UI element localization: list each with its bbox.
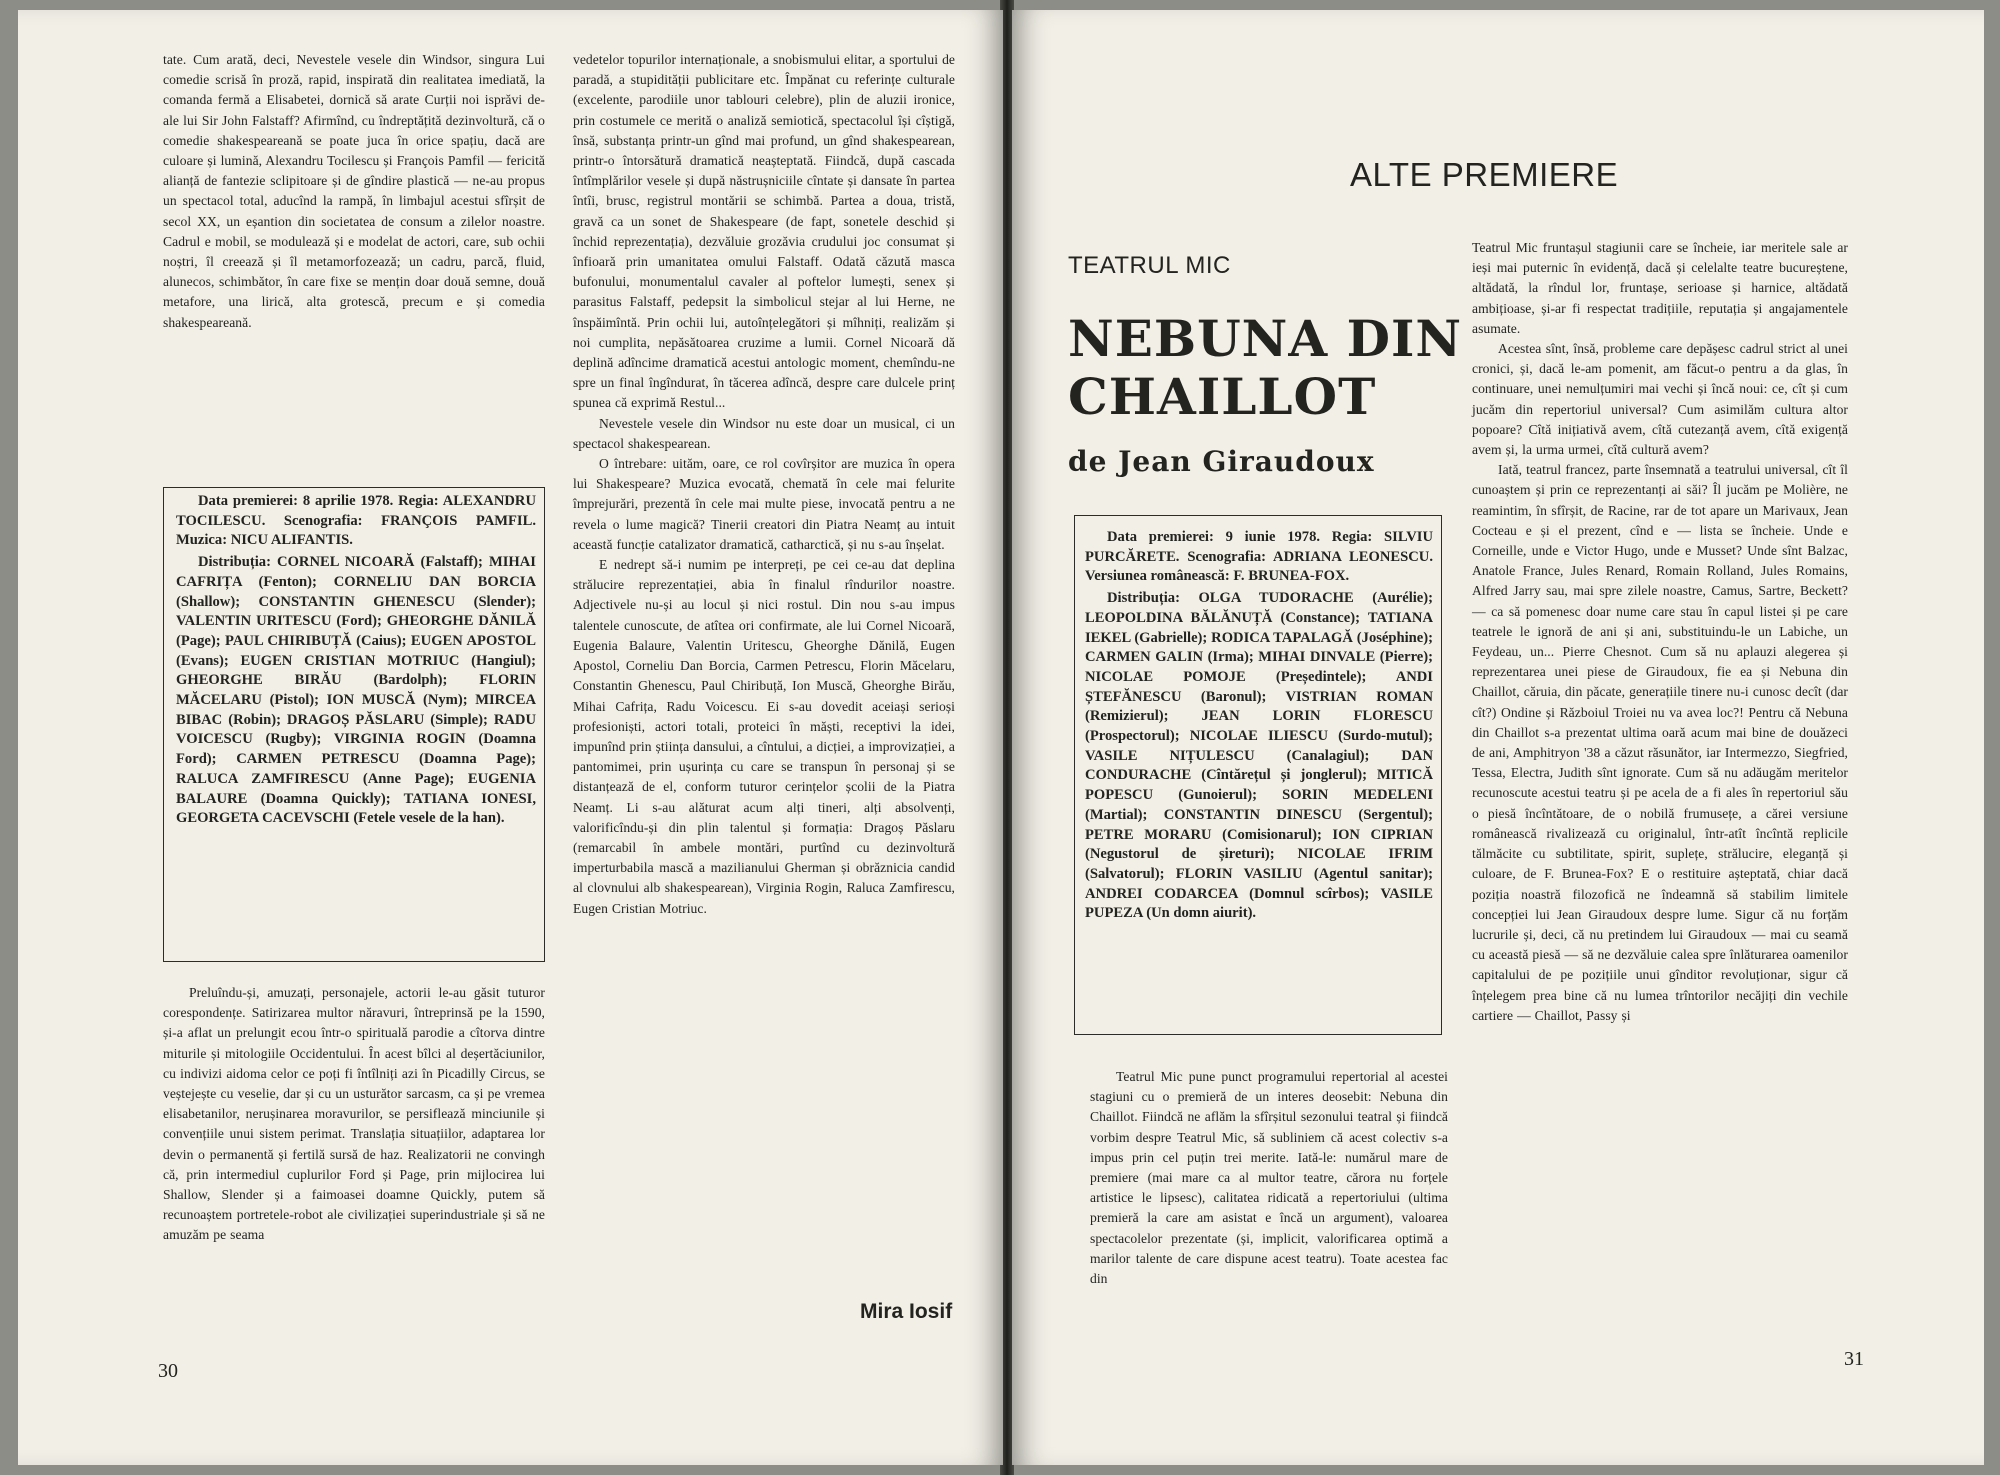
right-page [1012,10,1984,1465]
theatre-name: TEATRUL MIC [1068,252,1231,279]
paragraph: O întrebare: uităm, oare, ce rol covîrșitor are muzica în opera lui Shakespeare? Muzica evocată, chemată în cele mai felurite împrejurări, prezentă în cele mai multe piese, invocată pentru a ne revela o lume magică? Tinerii creatori din Piatra Neamț au intuit această funcție catalizator dramatică, catharctică, și nu s-au înșelat. [573,456,955,552]
paragraph: vedetelor topurilor internaționale, a snobismului elitar, a sportului de paradă, a stupidității publicitare etc. Împănat cu referințe culturale (excelente, parodiile unor tablouri celebre), plin de aluzii ironice, prin costumele ce merită o analiză semiotică, spectacolul își cîștigă, însă, substanța printr-un gînd mai profund, un gînd shakespearean, printr-o întorsătură dramatică neașteptată. Fiindcă, după cascada întîmplărilor vesele și după năstrușniciile cîntate și dansate în partea întîi, brusc, registrul montării se schimbă. Partea a doua, tristă, gravă ca un sonet de Shakespeare (de fapt, sonetele deschid și închid reprezentația), dezvăluie grozăvia crudului joc consumat și înfioară prin umanitatea omului Falstaff. Odată căzută masca bufonului, monumentalul cavaler al poftelor lumești, senex și parasitus Falstaff, pedepsit la simbolicul stejar al lui Herne, ne înspăimîntă. Prin ochii lui, autoînțelegători și mîhniți, realizăm și noi cumplita, nepăsătoarea cruzime a lumii. Cornel Nicoară dă deplină adîncime dramatică acestui antologic moment, chemîndu-ne spre un final îngîndurat, în tăcerea adîncă, despre care dulcele prinț spunea că exprimă Restul... [573,52,955,411]
page-number: 30 [158,1360,178,1382]
left-column-2 [573,50,955,1275]
paragraph: Teatrul Mic fruntașul stagiunii care se încheie, iar meritele sale ar ieși mai puternic în evidență, dacă și celelalte teatre bucureștene, altădată, la rîndul lor, fruntașe, serioase și harnice, altădată ambițioase, și-ar fi respectat tradițiile, reputația și angajamentele asumate. [1472,240,1848,336]
left-column-1-bottom [163,983,545,1368]
play-title-line-2: CHAILLOT [1068,367,1377,426]
credits-box-chaillot [1074,515,1442,1035]
paragraph: tate. Cum arată, deci, Nevestele vesele din Windsor, singura Lui comedie scrisă în proză, rapid, inspirată din realitatea imediată, la comanda fermă a Elisabetei, dornică să arate Curții noi isprăvi de-ale lui Sir John Falstaff? Afirmînd, cu îndreptățită dezinvoltură, că o comedie shakespeareană se poate juca în orice spațiu, dacă are culoare și lumină, Alexandru Tocilescu și François Pamfil — fericită alianță de fantezie sclipitoare și de gîndire plastică — ne-au propus un spectacol total, aducînd la rampă, în limbajul acestui sfîrșit de secol XX, un eșantion din societatea de consum a zilelor noastre. Cadrul e mobil, se modulează și e modelat de actori, care, sub ochii noștri, îl creează și îl metamorfozează; un cadru, parcă, fluid, alunecos, schimbător, în care fixe se mențin doar două semne, două metafore, una lirică, alta grotescă, precum e și comedia shakespeareană. [163,52,545,330]
left-column-1-top [163,50,545,450]
author-signature: Mira Iosif [860,1300,953,1323]
credits-cast: Distribuția: CORNEL NICOARĂ (Falstaff); MIHAI CAFRIȚA (Fenton); CORNELIU DAN BORCIA (Shallow); CONSTANTIN GHENESCU (Slender); VALENTIN URITESCU (Ford); GHEORGHE DĂNILĂ (Page); PAUL CHIRIBUȚĂ (Caius); EUGEN APOSTOL (Evans); EUGEN CRISTIAN MOTRIUC (Hangiul); GHEORGHE BIRĂU (Bardolph); FLORIN MĂCELARU (Pistol); ION MUSCĂ (Nym); MIRCEA BIBAC (Robin); DRAGOȘ PĂSLARU (Simple); RADU VOICESCU (Rugby); VIRGINIA ROGIN (Doamna Ford); CARMEN PETRESCU (Doamna Page); RALUCA ZAMFIRESCU (Anne Page); EUGENIA BALAURE (Doamna Quickly); TATIANA IONESI, GEORGETA CACEVSCHI (Fetele vesele de la han). [176,554,536,827]
paragraph: Iată, teatrul francez, parte însemnată a teatrului universal, cît îl cunoaștem și prin ce reprezentanți ai săi? Îl jucăm pe Molière, ne reamintim, în sfîrșit, de Racine, rar de tot apare un Marivaux, Jean Cocteau e și el prezent, cînd e — lista se încheie. Unde e Corneille, unde e Victor Hugo, unde e Musset? Unde sînt Balzac, Anatole France, Jules Renard, Romain Rolland, Jules Romains, Alfred Jarry sau, mai spre zilele noastre, Camus, Sartre, Beckett? — ca să pomenesc doar nume care stau în capul listei și pe care teatrele le ignoră de ani și ani, substituindu-le un Labiche, un Feydeau, un... Pierre Chesnot. Cum să nu aplauzi alegerea și reprezentarea unei piese de Giraudoux, fie ea și Nebuna din Chaillot, căruia, din păcate, generațiile tinere nu-i cunosc decît (dar cît?) Ondine și Războiul Troiei nu va avea loc?! Pentru că Nebuna din Chaillot s-a prezentat ultima oară acum mai bine de douăzeci de ani, Amphitryon '38 a căzut răsunător, iar Intermezzo, Siegfried, Tessa, Electra, Judith sînt ignorate. Cum să nu adăugăm meritelor recunoscute acestui teatru și pe acela de a fi ales în repertoriul său o piesă încîntătoare, de o nobilă frumusețe, a cărei versiune românească rivalizează cu originalul, într-atît încîntă replicile tălmăcite cu subtilitate, spirit, suplețe, strălucire, eleganță și culoare, de F. Brunea-Fox? E o restituire așteptată, chiar dacă poziția noastră filozofică ne îndeamnă să stabilim limitele concepției lui Jean Giraudoux despre lume. Sigur că nu forțăm lucrurile și, deci, că nu pretindem lui Giraudoux — mai cu seamă cu această piesă — să ne dezvăluie calea spre înlăturarea oamenilor capitalului de pe pozițiile unui gînditor revoluționar, sigur că înțelegem prea bine că nu lumea trîntorilor necăjiți din vechile cartiere — Chaillot, Passy și [1472,462,1848,1023]
credits-premiere: Data premierei: 8 aprilie 1978. Regia: ALEXANDRU TOCILESCU. Scenografia: FRANÇOIS PAMFIL. Muzica: NICU ALIFANTIS. [176,493,536,549]
paragraph: Teatrul Mic pune punct programului repertorial al acestei stagiuni cu o premieră de un interes deosebit: Nebuna din Chaillot. Fiindcă ne aflăm la sfîrșitul sezonului teatral și fiindcă vorbim despre Teatrul Mic, să subliniem că acest colectiv s-a impus prin cel puțin trei merite. Iată-le: numărul mare de premiere (mai mare ca al multor teatre, cărora nu forțele artistice le lipsesc), calitatea ridicată a repertoriului (ultima premieră la care am asistat e încă un argument), valoarea spectacolelor prezentate (și, implicit, valorificarea optimă a marilor talente de care dispune acest teatru). Toate acestea fac din [1090,1069,1448,1287]
credits-premiere: Data premierei: 9 iunie 1978. Regia: SILVIU PURCĂRETE. Scenografia: ADRIANA LEONESCU. Versiunea românească: F. BRUNEA-FOX. [1085,529,1433,585]
section-title: ALTE PREMIERE [1350,156,1619,193]
play-byline: de Jean Giraudoux [1068,445,1375,478]
paragraph: Nevestele vesele din Windsor nu este doar un musical, ci un spectacol shakespearean. [573,415,955,451]
play-title-line-1: NEBUNA DIN [1068,309,1463,368]
paragraph: E nedrept să-i numim pe interpreți, pe cei ce-au dat deplina strălucire reprezentației, abia în finalul rîndurilor noastre. Adjectivele nu-și au locul și nici rostul. Din nou s-au impus talentele cunoscute, de atîtea ori confirmate, ale lui Cornel Nicoară, Eugenia Balaure, Valentin Uritescu, Gheorghe Dănilă, Eugen Apostol, Corneliu Dan Borcia, Carmen Petrescu, Florin Măcelaru, Constantin Ghenescu, Paul Chiribuță, Ion Muscă, Gheorghe Birău, Mihai Cafrița, Radu Voicescu. Ei s-au dovedit aceiași serioși profesioniști, actori totali, proteici în măști, receptivi la idei, impunînd prin știința dansului, a cîntului, a dicției, a improvizației, a pantomimei, prin ușurința cu care se transpun în personaj și se distanțează de el, conform tuturor cerințelor școlii de la Piatra Neamț. Li s-au alăturat acum alți tineri, alți absolvenți, valorificîndu-și din plin talentul și formația: Dragoș Păslaru (remarcabil în ambele montări, purtînd cu dezinvoltură imperturbabila mască a mazilianului Gherman și obrăznicia candid al clovnului alb shakespearean), Virginia Rogin, Raluca Zamfirescu, Eugen Cristian Motriuc. [573,557,955,916]
right-column-1-bottom [1090,1067,1448,1332]
paragraph: Preluîndu-și, amuzați, personajele, actorii le-au găsit tuturor corespondențe. Satirizarea multor năravuri, întreprinsă pe la 1590, și-a aflat un prelungit ecou într-o spirituală parodie a cîtorva dintre miturile și mitologiile Occidentului. În acest bîlci al deșertăciunilor, cu indivizi aidoma celor ce poți fi întîlniți azi în Picadilly Circus, se veștejește cu veselie, dar și cu un usturător sarcasm, ca și pe vremea elisabetanilor, nerușinarea moravurilor, se persiflează minciunile și convențiile unui sistem perimat. Translația situațiilor, adaptarea lor devin o permanentă și fertilă sursă de haz. Realizatorii ne convingh că, prin intermediul cuplurilor Ford și Page, prin mijlocirea lui Shallow, Slender și a faimoasei doamne Quickly, putem să recunoaștem portretele-robot ale civilizației superindustriale și să ne amuzăm pe seama [163,985,545,1243]
credits-box-windsor [163,487,545,962]
page-number: 31 [1844,1348,1864,1370]
right-column-2 [1472,238,1848,1338]
credits-cast: Distribuția: OLGA TUDORACHE (Aurélie); LEOPOLDINA BĂLĂNUȚĂ (Constance); TATIANA IEKEL (Gabrielle); RODICA TAPALAGĂ (Joséphine); CARMEN GALIN (Irma); MIHAI DINVALE (Pierre); NICOLAE POMOJE (Președintele); ANDI ȘTEFĂNESCU (Baronul); VISTRIAN ROMAN (Remizierul); JEAN LORIN FLORESCU (Prospectorul); NICOLAE ILIESCU (Surdo-mutul); VASILE NIȚULESCU (Canalagiul); DAN CONDURACHE (Cîntărețul și jonglerul); MITICĂ POPESCU (Gunoierul); SORIN MEDELENI (Martial); CONSTANTIN DINESCU (Sergentul); PETRE MORARU (Comisionarul); ION CIPRIAN (Negustorul de șireturi); NICOLAE IFRIM (Salvatorul); FLORIN VASILIU (Agentul sanitar); ANDREI CODARCEA (Domnul scîrbos); VASILE PUPEZA (Un domn aiurit). [1085,590,1433,922]
left-page [18,10,1003,1465]
paragraph: Acestea sînt, însă, probleme care depășesc cadrul strict al unei cronici, și, dacă le-am pomenit, am făcut-o pentru a da glas, în continuare, unei nemulțumiri mai vechi și încă noui: ce, cît și cum jucăm din repertoriul universal? Cum asimilăm cultura altor popoare? Cîtă inițiativă avem, cîtă cutezanță avem, cîtă exigență avem și, la urma urmei, cîtă cultură avem? [1472,341,1848,458]
